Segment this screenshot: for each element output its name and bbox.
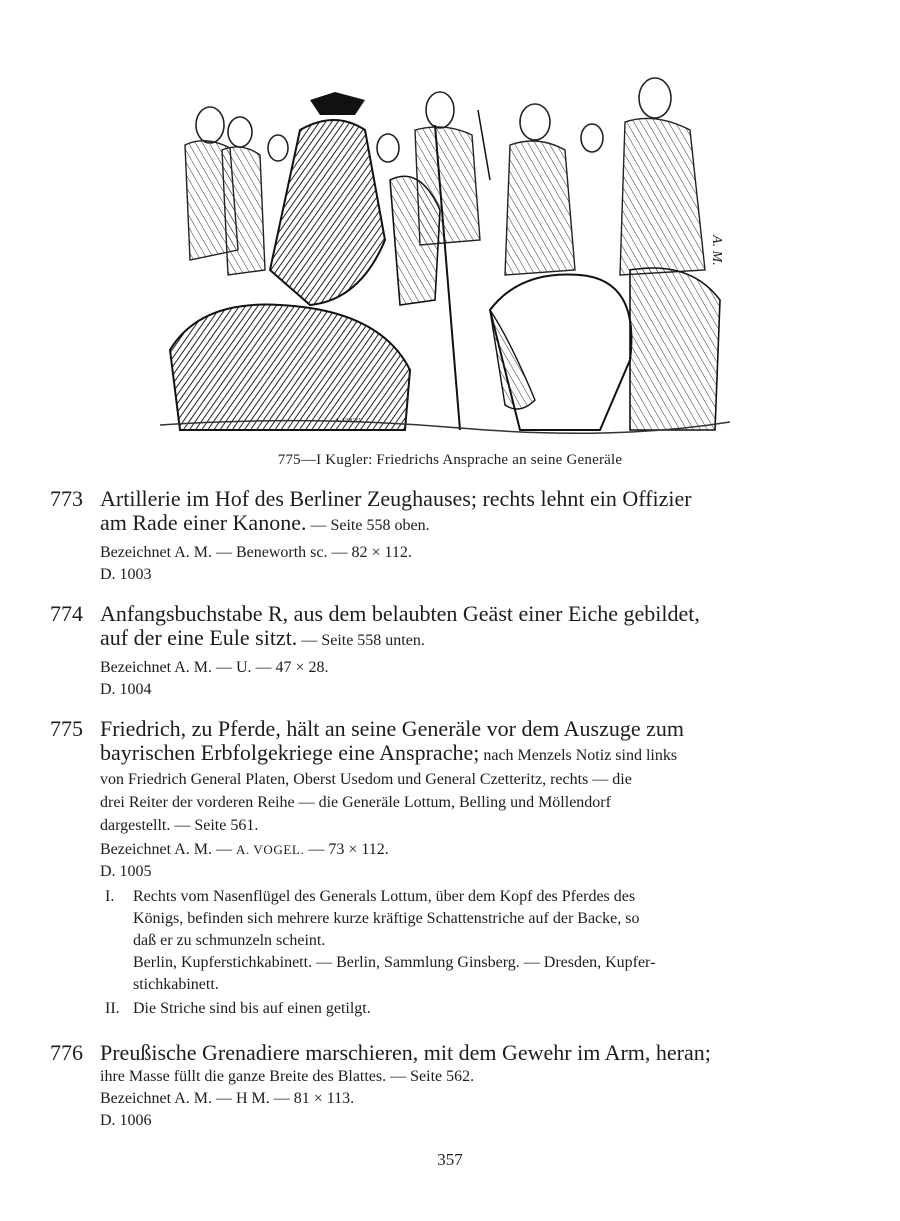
state-line: Rechts vom Nasenflügel des Generals Lottum, über dem Kopf des Pferdes des xyxy=(133,888,636,905)
collection-line: Berlin, Kupferstichkabinett. — Berlin, Sammlung Ginsberg. — Dresden, Kupfer- xyxy=(133,954,656,971)
entry-title xyxy=(100,602,800,653)
catalog-entry-774 xyxy=(50,602,800,701)
engraver-mark: A. VOGEL xyxy=(335,418,363,424)
catalog-reference: D. 1003 xyxy=(100,566,152,583)
state-item xyxy=(105,998,800,1020)
state-line: Königs, befinden sich mehrere kurze kräftige Schattenstriche auf der Backe, so xyxy=(133,910,640,927)
title-line: am Rade einer Kanone. — Seite 558 oben. xyxy=(100,510,430,535)
title-line: auf der eine Eule sitzt. — Seite 558 unten. xyxy=(100,625,425,650)
entry-note xyxy=(100,1065,800,1088)
catalog-reference: D. 1006 xyxy=(100,1112,152,1129)
entry-meta xyxy=(50,657,800,701)
note-line: ihre Masse füllt die ganze Breite des Blattes. — Seite 562. xyxy=(100,1068,475,1085)
note-line: dargestellt. — Seite 561. xyxy=(100,817,259,834)
inscription-line: Bezeichnet A. M. — U. — 47 × 28. xyxy=(100,659,329,676)
page-reference: — Seite 558 unten. xyxy=(297,632,425,649)
artist-monogram: A. M. xyxy=(709,235,724,266)
inscription-line: Bezeichnet A. M. — H M. — 81 × 113. xyxy=(100,1090,355,1107)
entry-number: 773 xyxy=(50,486,83,511)
entry-meta xyxy=(50,542,800,586)
state-numeral: I. xyxy=(105,888,115,905)
entry-number: 774 xyxy=(50,601,83,626)
entry-meta xyxy=(50,839,800,883)
entry-heading xyxy=(50,487,800,538)
note-line: von Friedrich General Platen, Oberst Usedom und General Czetteritz, rechts — die xyxy=(100,771,632,788)
entry-title xyxy=(100,717,800,768)
title-line: Preußische Grenadiere marschieren, mit dem Gewehr im Arm, heran; xyxy=(100,1040,711,1065)
page-number: 357 xyxy=(437,1150,463,1169)
collection-line: stichkabinett. xyxy=(133,976,219,993)
note-text: nach Menzels Notiz sind links xyxy=(479,747,678,764)
entry-title xyxy=(100,487,800,538)
entry-note xyxy=(100,768,800,837)
entry-heading xyxy=(50,602,800,653)
catalog-reference: D. 1004 xyxy=(100,681,152,698)
entry-heading xyxy=(50,717,800,837)
catalog-entry-775 xyxy=(50,717,800,1020)
entry-title xyxy=(100,1041,800,1065)
state-line: Die Striche sind bis auf einen getilgt. xyxy=(133,1000,371,1017)
figure-caption: 775—I Kugler: Friedrichs Ansprache an seine Generäle xyxy=(277,452,623,468)
entry-meta xyxy=(50,1088,800,1132)
state-list xyxy=(50,886,800,1020)
engraving-illustration xyxy=(160,70,730,440)
catalog-reference: D. 1005 xyxy=(100,863,152,880)
page-reference: — Seite 558 oben. xyxy=(306,517,430,534)
state-line: daß er zu schmunzeln scheint. xyxy=(133,932,326,949)
title-line: bayrischen Erbfolgekriege eine Ansprache; nach Menzels Notiz sind links xyxy=(100,740,678,765)
note-line: drei Reiter der vorderen Reihe — die Generäle Lottum, Belling und Möllendorf xyxy=(100,794,611,811)
state-item xyxy=(105,886,800,996)
entry-number: 776 xyxy=(50,1040,83,1065)
title-line: Anfangsbuchstabe R, aus dem belaubten Geäst einer Eiche gebildet, xyxy=(100,601,700,626)
state-numeral: II. xyxy=(105,1000,120,1017)
entry-number: 775 xyxy=(50,716,83,741)
catalog-entry-776 xyxy=(50,1041,800,1132)
title-line: Artillerie im Hof des Berliner Zeughauses; rechts lehnt ein Offizier xyxy=(100,486,692,511)
title-line: Friedrich, zu Pferde, hält an seine Generäle vor dem Auszuge zum xyxy=(100,716,685,741)
engraver-name: A. VOGEL. xyxy=(235,842,305,857)
entry-heading xyxy=(50,1041,800,1088)
catalog-entry-773 xyxy=(50,487,800,586)
inscription-line: Bezeichnet A. M. — A. VOGEL. — 73 × 112. xyxy=(100,841,389,858)
inscription-line: Bezeichnet A. M. — Beneworth sc. — 82 × 112. xyxy=(100,544,412,561)
